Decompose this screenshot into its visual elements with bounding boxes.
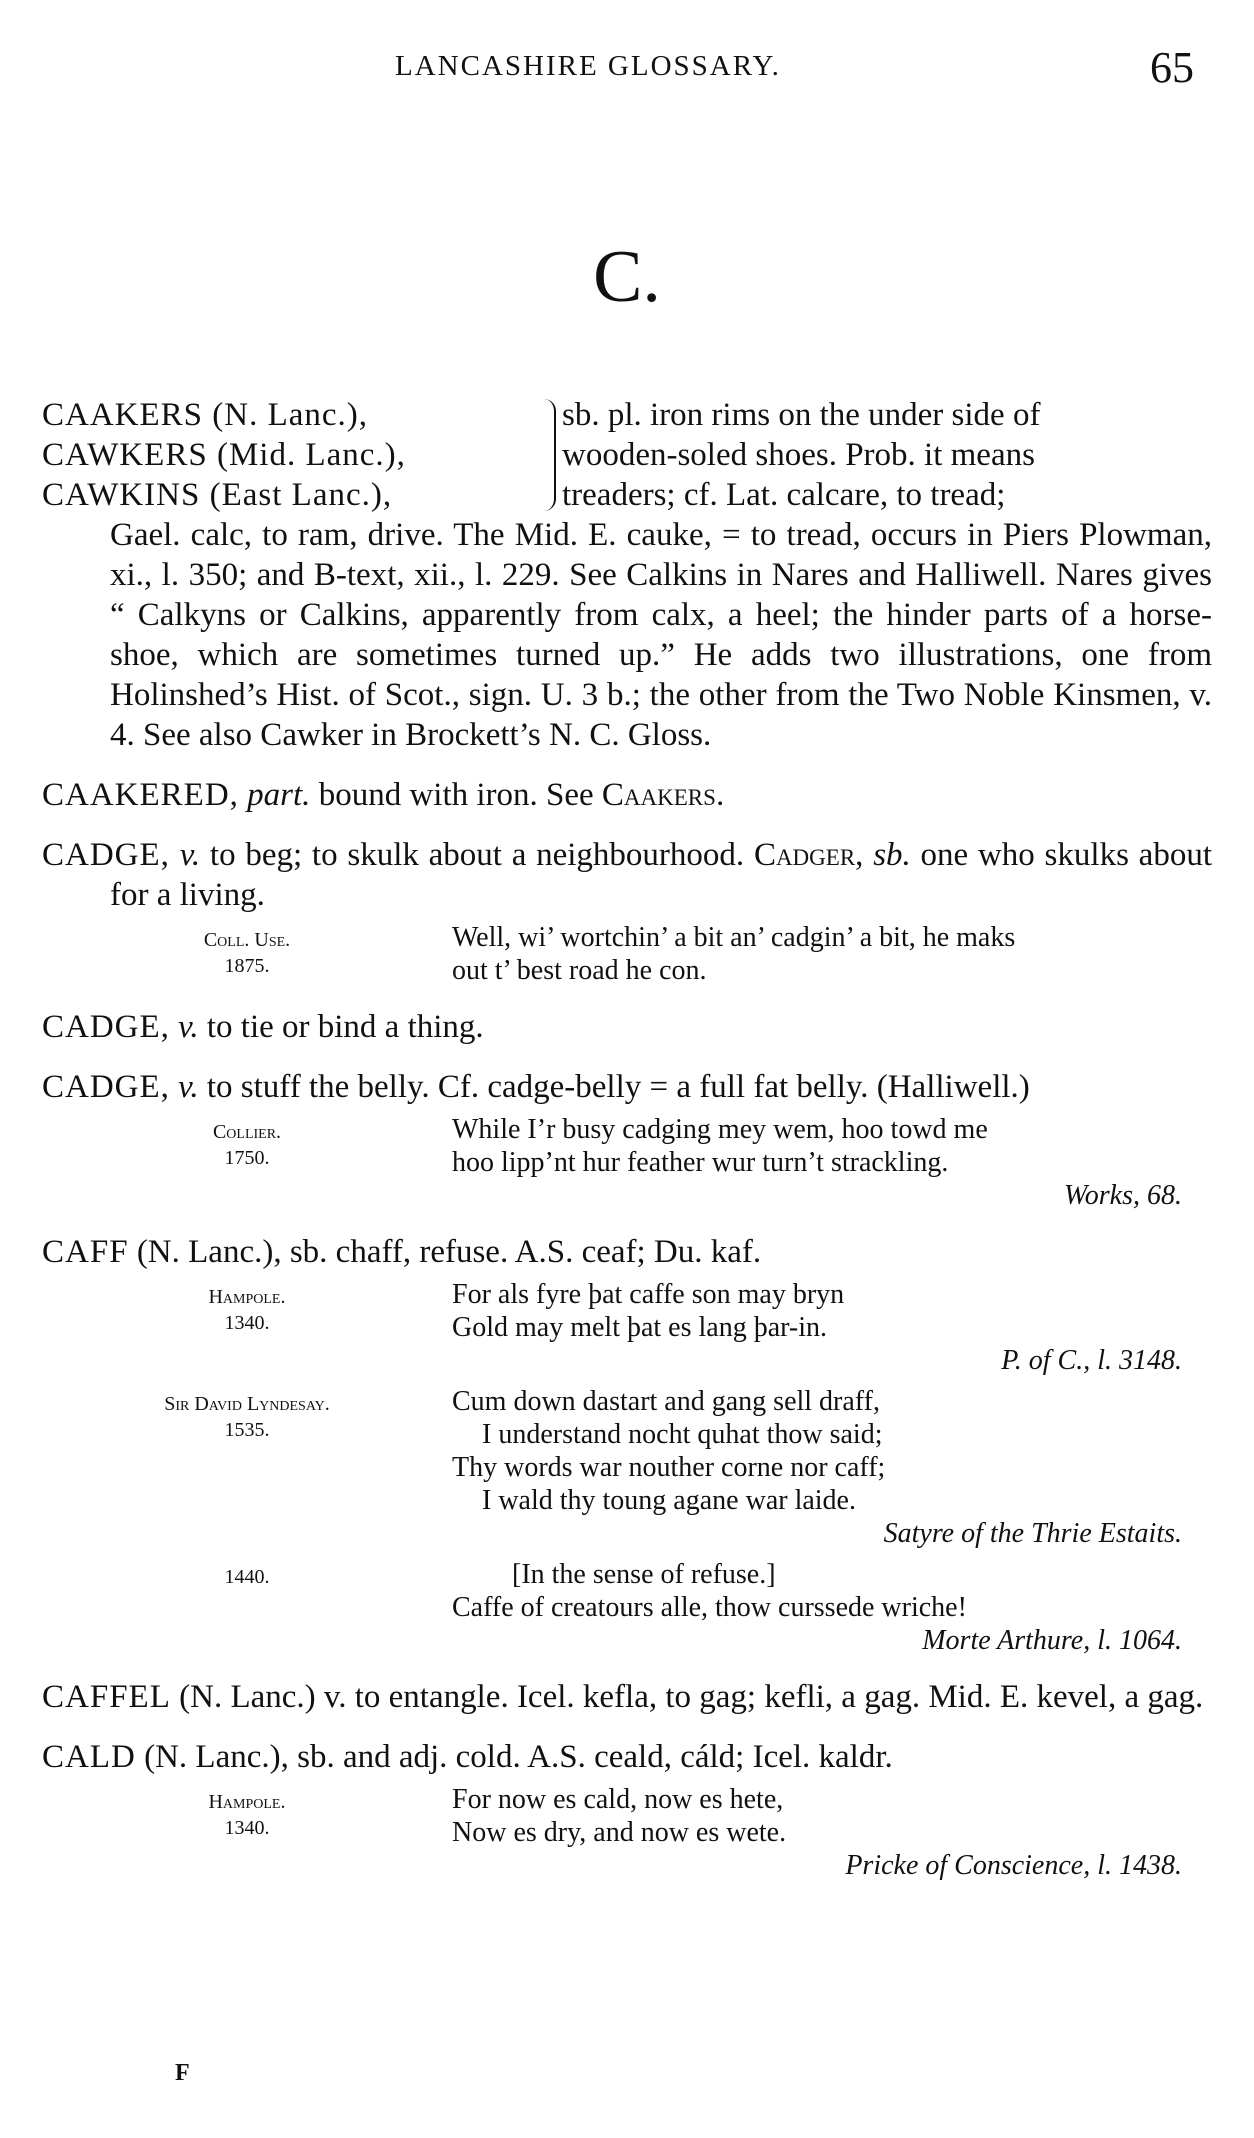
cadge-beg-text: [42, 835, 1212, 915]
caakers-headwords: [42, 395, 532, 515]
quote-citation: Morte Arthure, l. 1064.: [922, 1625, 1182, 1656]
caakers-group: [42, 395, 1212, 515]
quote-author: Sir David Lyndesay.: [164, 1393, 330, 1415]
definition: (N. Lanc.) v. to entangle. Icel. kefla, to gag; kefli, a gag. Mid. E. kevel, a gag.: [170, 1679, 1204, 1715]
quotation: [42, 1783, 1212, 1882]
quote-source: [42, 1385, 452, 1550]
running-title: LANCASHIRE GLOSSARY.: [395, 50, 781, 82]
quote-line: Now es dry, and now es wete.: [452, 1817, 787, 1848]
headword: CAAKERED,: [42, 777, 239, 813]
entry-caakered: [42, 775, 1212, 815]
definition: to stuff the belly. Cf. cadge-belly = a full fat belly. (Halliwell.): [198, 1069, 1030, 1105]
quote-year: 1340.: [224, 1817, 270, 1839]
entry-caffel: [42, 1677, 1212, 1717]
page-header: [0, 42, 1254, 102]
sub-part-of-speech: sb.: [873, 837, 911, 873]
quote-line: Thy words war nouther corne nor caff;: [452, 1452, 886, 1483]
quote-citation: P. of C., l. 3148.: [1001, 1345, 1182, 1376]
quote-text: [452, 1558, 1212, 1657]
headword-cawkers: CAWKERS (Mid. Lanc.),: [42, 437, 406, 473]
quote-source: [42, 1783, 452, 1882]
caakered-text: [42, 775, 1212, 815]
quote-text: [452, 1783, 1212, 1882]
caakers-def-line: wooden-soled shoes. Prob. it means: [562, 437, 1035, 473]
quote-citation: Satyre of the Thrie Estaits.: [883, 1518, 1182, 1549]
quote-line: Well, wi’ wortchin’ a bit an’ cadgin’ a bit, he maks: [452, 922, 1016, 953]
signature-mark: F: [175, 2060, 190, 2086]
caakers-def-line: treaders; cf. Lat. calcare, to tread;: [562, 477, 1006, 513]
quote-text: [452, 1385, 1212, 1550]
quote-author: Collier.: [212, 1121, 282, 1143]
quotation: [42, 921, 1212, 987]
quote-year: 1340.: [224, 1312, 270, 1334]
headword: CAFFEL: [42, 1679, 171, 1715]
entry-cadge-tie: [42, 1007, 1212, 1047]
quote-line: For als fyre þat caffe son may bryn: [452, 1279, 845, 1310]
definition: (N. Lanc.), sb. and adj. cold. A.S. ceald, cáld; Icel. kaldr.: [135, 1739, 893, 1775]
quote-line: Gold may melt þat es lang þar-in.: [452, 1312, 828, 1343]
quote-source: [42, 1113, 452, 1212]
sub-definition: one who skulks about for a living.: [110, 837, 1212, 913]
entry-cald: [42, 1737, 1212, 1882]
headword: CADGE,: [42, 1009, 170, 1045]
caff-text: [42, 1232, 1212, 1272]
entry-cadge-stuff: [42, 1067, 1212, 1212]
quote-author: Hampole.: [208, 1286, 286, 1308]
part-of-speech: v.: [178, 1069, 199, 1105]
quote-citation: Works, 68.: [1064, 1180, 1182, 1211]
quote-line: I understand nocht quhat thow said;: [482, 1419, 883, 1450]
caakers-definition: [562, 395, 1212, 515]
quote-year: 1750.: [224, 1147, 270, 1169]
headword-cawkins: CAWKINS (East Lanc.),: [42, 477, 393, 513]
quotation: [42, 1278, 1212, 1377]
cross-reference: Caakers.: [601, 777, 725, 813]
quote-line: hoo lipp’nt hur feather wur turn’t strackling.: [452, 1147, 949, 1178]
quote-year: 1875.: [224, 955, 270, 977]
headword: CADGE,: [42, 837, 170, 873]
headword-caakers: CAAKERS (N. Lanc.),: [42, 397, 369, 433]
quote-line: [In the sense of refuse.]: [512, 1559, 776, 1590]
page-number: 65: [1150, 43, 1194, 92]
part-of-speech: v.: [179, 837, 201, 873]
part-of-speech: part.: [247, 777, 311, 813]
section-letter: C.: [593, 236, 661, 318]
quote-line: For now es cald, now es hete,: [452, 1784, 784, 1815]
quote-author: Hampole.: [208, 1791, 286, 1813]
quotation: [42, 1385, 1212, 1550]
quote-source: [42, 1278, 452, 1377]
glossary-entries: [42, 395, 1212, 1902]
definition: bound with iron. See: [310, 777, 602, 813]
sub-headword: Cadger,: [753, 837, 864, 873]
entry-caakers: [42, 395, 1212, 755]
headword: CADGE,: [42, 1069, 170, 1105]
definition: to beg; to skulk about a neighbourhood.: [200, 837, 754, 873]
quote-citation: Pricke of Conscience, l. 1438.: [845, 1850, 1182, 1881]
entry-caff: [42, 1232, 1212, 1657]
caakers-continuation: Gael. calc, to ram, drive. The Mid. E. cauke, = to tread, occurs in Piers Plowman, xi., l. 350; and B-text, xii., l. 229. See Calkins in Nares and Halliwell. Nares gives “ Calkyns or Calkins, apparently from calx, a heel; the hinder parts of a horse-shoe, which are sometimes turned up.” He adds two illustrations, one from Holinshed’s Hist. of Scot., sign. U. 3 b.; the other from the Two Noble Kinsmen, v. 4. See also Cawker in Brockett’s N. C. Gloss.: [110, 517, 1212, 753]
headword: CALD: [42, 1739, 136, 1775]
quote-year: 1440.: [224, 1566, 270, 1588]
brace-mark: [532, 395, 562, 515]
quote-text: [452, 1278, 1212, 1377]
cadge-stuff-text: [42, 1067, 1212, 1107]
quotation: [42, 1113, 1212, 1212]
quote-year: 1535.: [224, 1419, 270, 1441]
definition: to tie or bind a thing.: [198, 1009, 484, 1045]
quote-text: [452, 1113, 1212, 1212]
caffel-text: [42, 1677, 1212, 1717]
quote-author: Coll. Use.: [203, 929, 291, 951]
cald-text: [42, 1737, 1212, 1777]
part-of-speech: v.: [178, 1009, 199, 1045]
cadge-tie-text: [42, 1007, 1212, 1047]
quote-line: Caffe of creatours alle, thow curssede wriche!: [452, 1592, 967, 1623]
quote-source: [42, 1558, 452, 1657]
quote-line: I wald thy toung agane war laide.: [482, 1485, 856, 1516]
quote-line: out t’ best road he con.: [452, 955, 707, 986]
quote-source: [42, 921, 452, 987]
entry-cadge-beg: [42, 835, 1212, 987]
caakers-def-line: sb. pl. iron rims on the under side of: [562, 397, 1041, 433]
quote-line: While I’r busy cadging mey wem, hoo towd me: [452, 1114, 988, 1145]
headword: CAFF: [42, 1234, 129, 1270]
quote-line: Cum down dastart and gang sell draff,: [452, 1386, 880, 1417]
definition: (N. Lanc.), sb. chaff, refuse. A.S. ceaf; Du. kaf.: [128, 1234, 762, 1270]
quote-text: [452, 921, 1212, 987]
quotation: [42, 1558, 1212, 1657]
